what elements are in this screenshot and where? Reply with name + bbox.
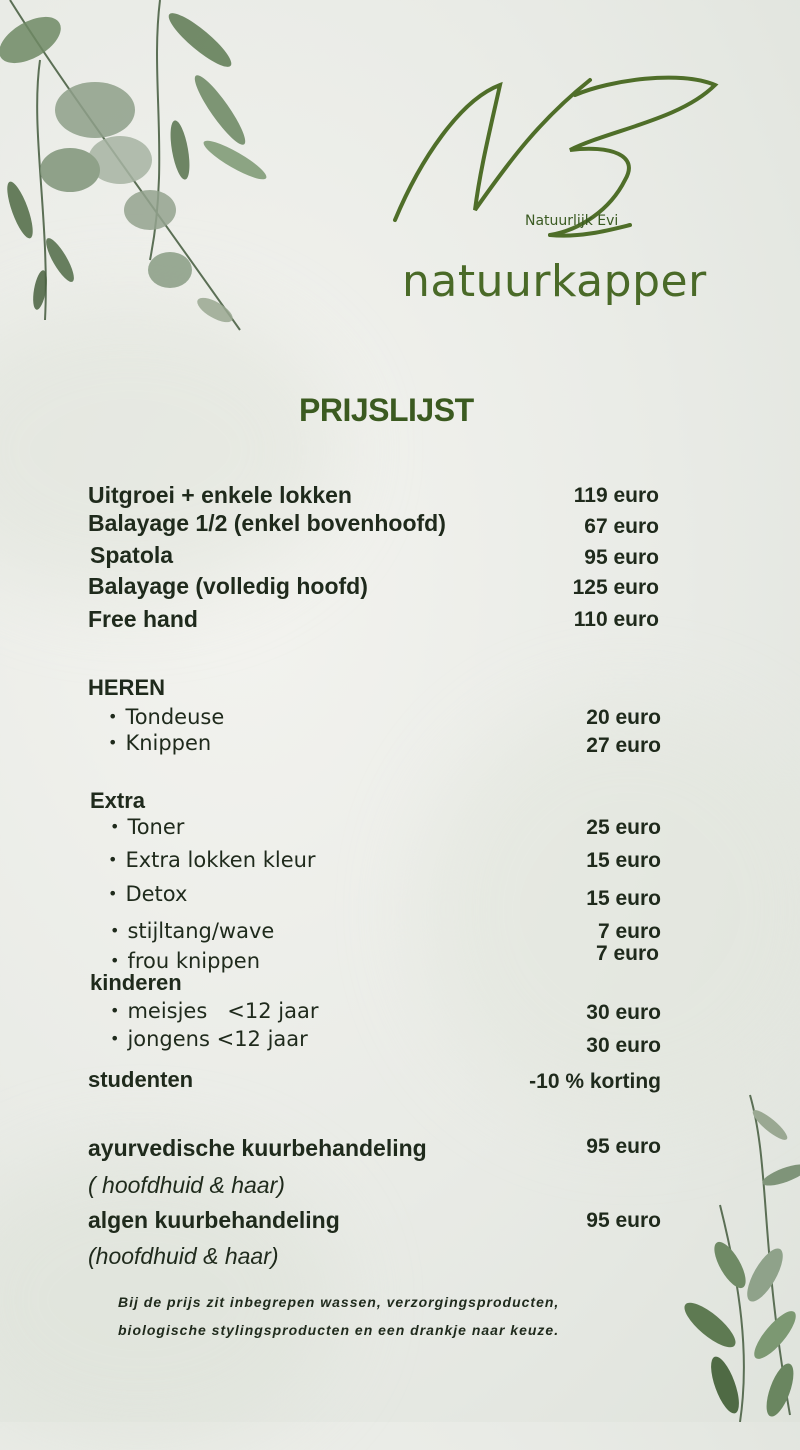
list-item-price: 15 euro <box>586 849 661 872</box>
service-price: 67 euro <box>584 515 659 538</box>
logo-monogram-icon <box>380 60 740 260</box>
footer-note-line: Bij de prijs zit inbegrepen wassen, verzorgingsproducten, <box>118 1294 560 1310</box>
list-item: • Detox <box>108 882 187 906</box>
treatment-label: ayurvedische kuurbehandeling <box>88 1135 427 1161</box>
list-item-price: 15 euro <box>586 887 661 910</box>
eucalyptus-leaves-top-left-icon <box>0 0 290 340</box>
page-title: PRIJSLIJST <box>299 392 474 428</box>
list-item: • frou knippen <box>110 949 260 973</box>
section-heading-extra: Extra <box>90 788 146 813</box>
treatment-price: 95 euro <box>586 1135 661 1158</box>
list-item: • stijltang/wave <box>110 919 274 943</box>
logo-name: natuurkapper <box>402 256 707 307</box>
service-label: Free hand <box>88 606 198 632</box>
service-label: Uitgroei + enkele lokken <box>88 482 352 508</box>
list-item-price: 7 euro <box>597 920 661 943</box>
logo-subtitle: Natuurlijk Evi <box>525 213 619 229</box>
list-item: • Extra lokken kleur <box>108 848 316 872</box>
logo-monogram-text: NE <box>380 60 382 61</box>
service-price: 125 euro <box>572 576 659 599</box>
list-item-price: 25 euro <box>586 816 661 839</box>
list-item-price: 30 euro <box>586 1001 661 1024</box>
list-item: • Knippen <box>108 731 211 755</box>
footer-note-line: biologische stylingsproducten en een drankje naar keuze. <box>118 1322 560 1338</box>
service-label: Balayage (volledig hoofd) <box>88 573 368 599</box>
studenten-discount: -10 % korting <box>529 1070 661 1093</box>
treatment-note: ( hoofdhuid & haar) <box>88 1172 285 1198</box>
list-item: • Toner <box>110 815 184 839</box>
list-item-price: 27 euro <box>586 734 661 757</box>
section-heading-heren: HEREN <box>88 675 166 700</box>
treatment-note: (hoofdhuid & haar) <box>88 1243 279 1269</box>
list-item-price: 30 euro <box>586 1034 661 1057</box>
section-heading-kinderen: kinderen <box>90 970 182 995</box>
studenten-label: studenten <box>88 1067 194 1092</box>
service-label: Balayage 1/2 (enkel bovenhoofd) <box>88 510 446 536</box>
list-item: • jongens <12 jaar <box>110 1027 308 1051</box>
eucalyptus-leaves-bottom-right-icon <box>680 1085 800 1422</box>
service-price: 95 euro <box>584 546 659 569</box>
list-item: • meisjes <12 jaar <box>110 999 319 1023</box>
list-item: • Tondeuse <box>108 705 224 729</box>
service-label: Spatola <box>90 542 174 568</box>
service-price: 119 euro <box>573 484 659 507</box>
treatment-price: 95 euro <box>586 1209 661 1232</box>
service-price: 110 euro <box>573 608 659 631</box>
treatment-label: algen kuurbehandeling <box>88 1207 340 1233</box>
list-item-price: 7 euro <box>595 942 659 965</box>
list-item-price: 20 euro <box>586 706 661 729</box>
